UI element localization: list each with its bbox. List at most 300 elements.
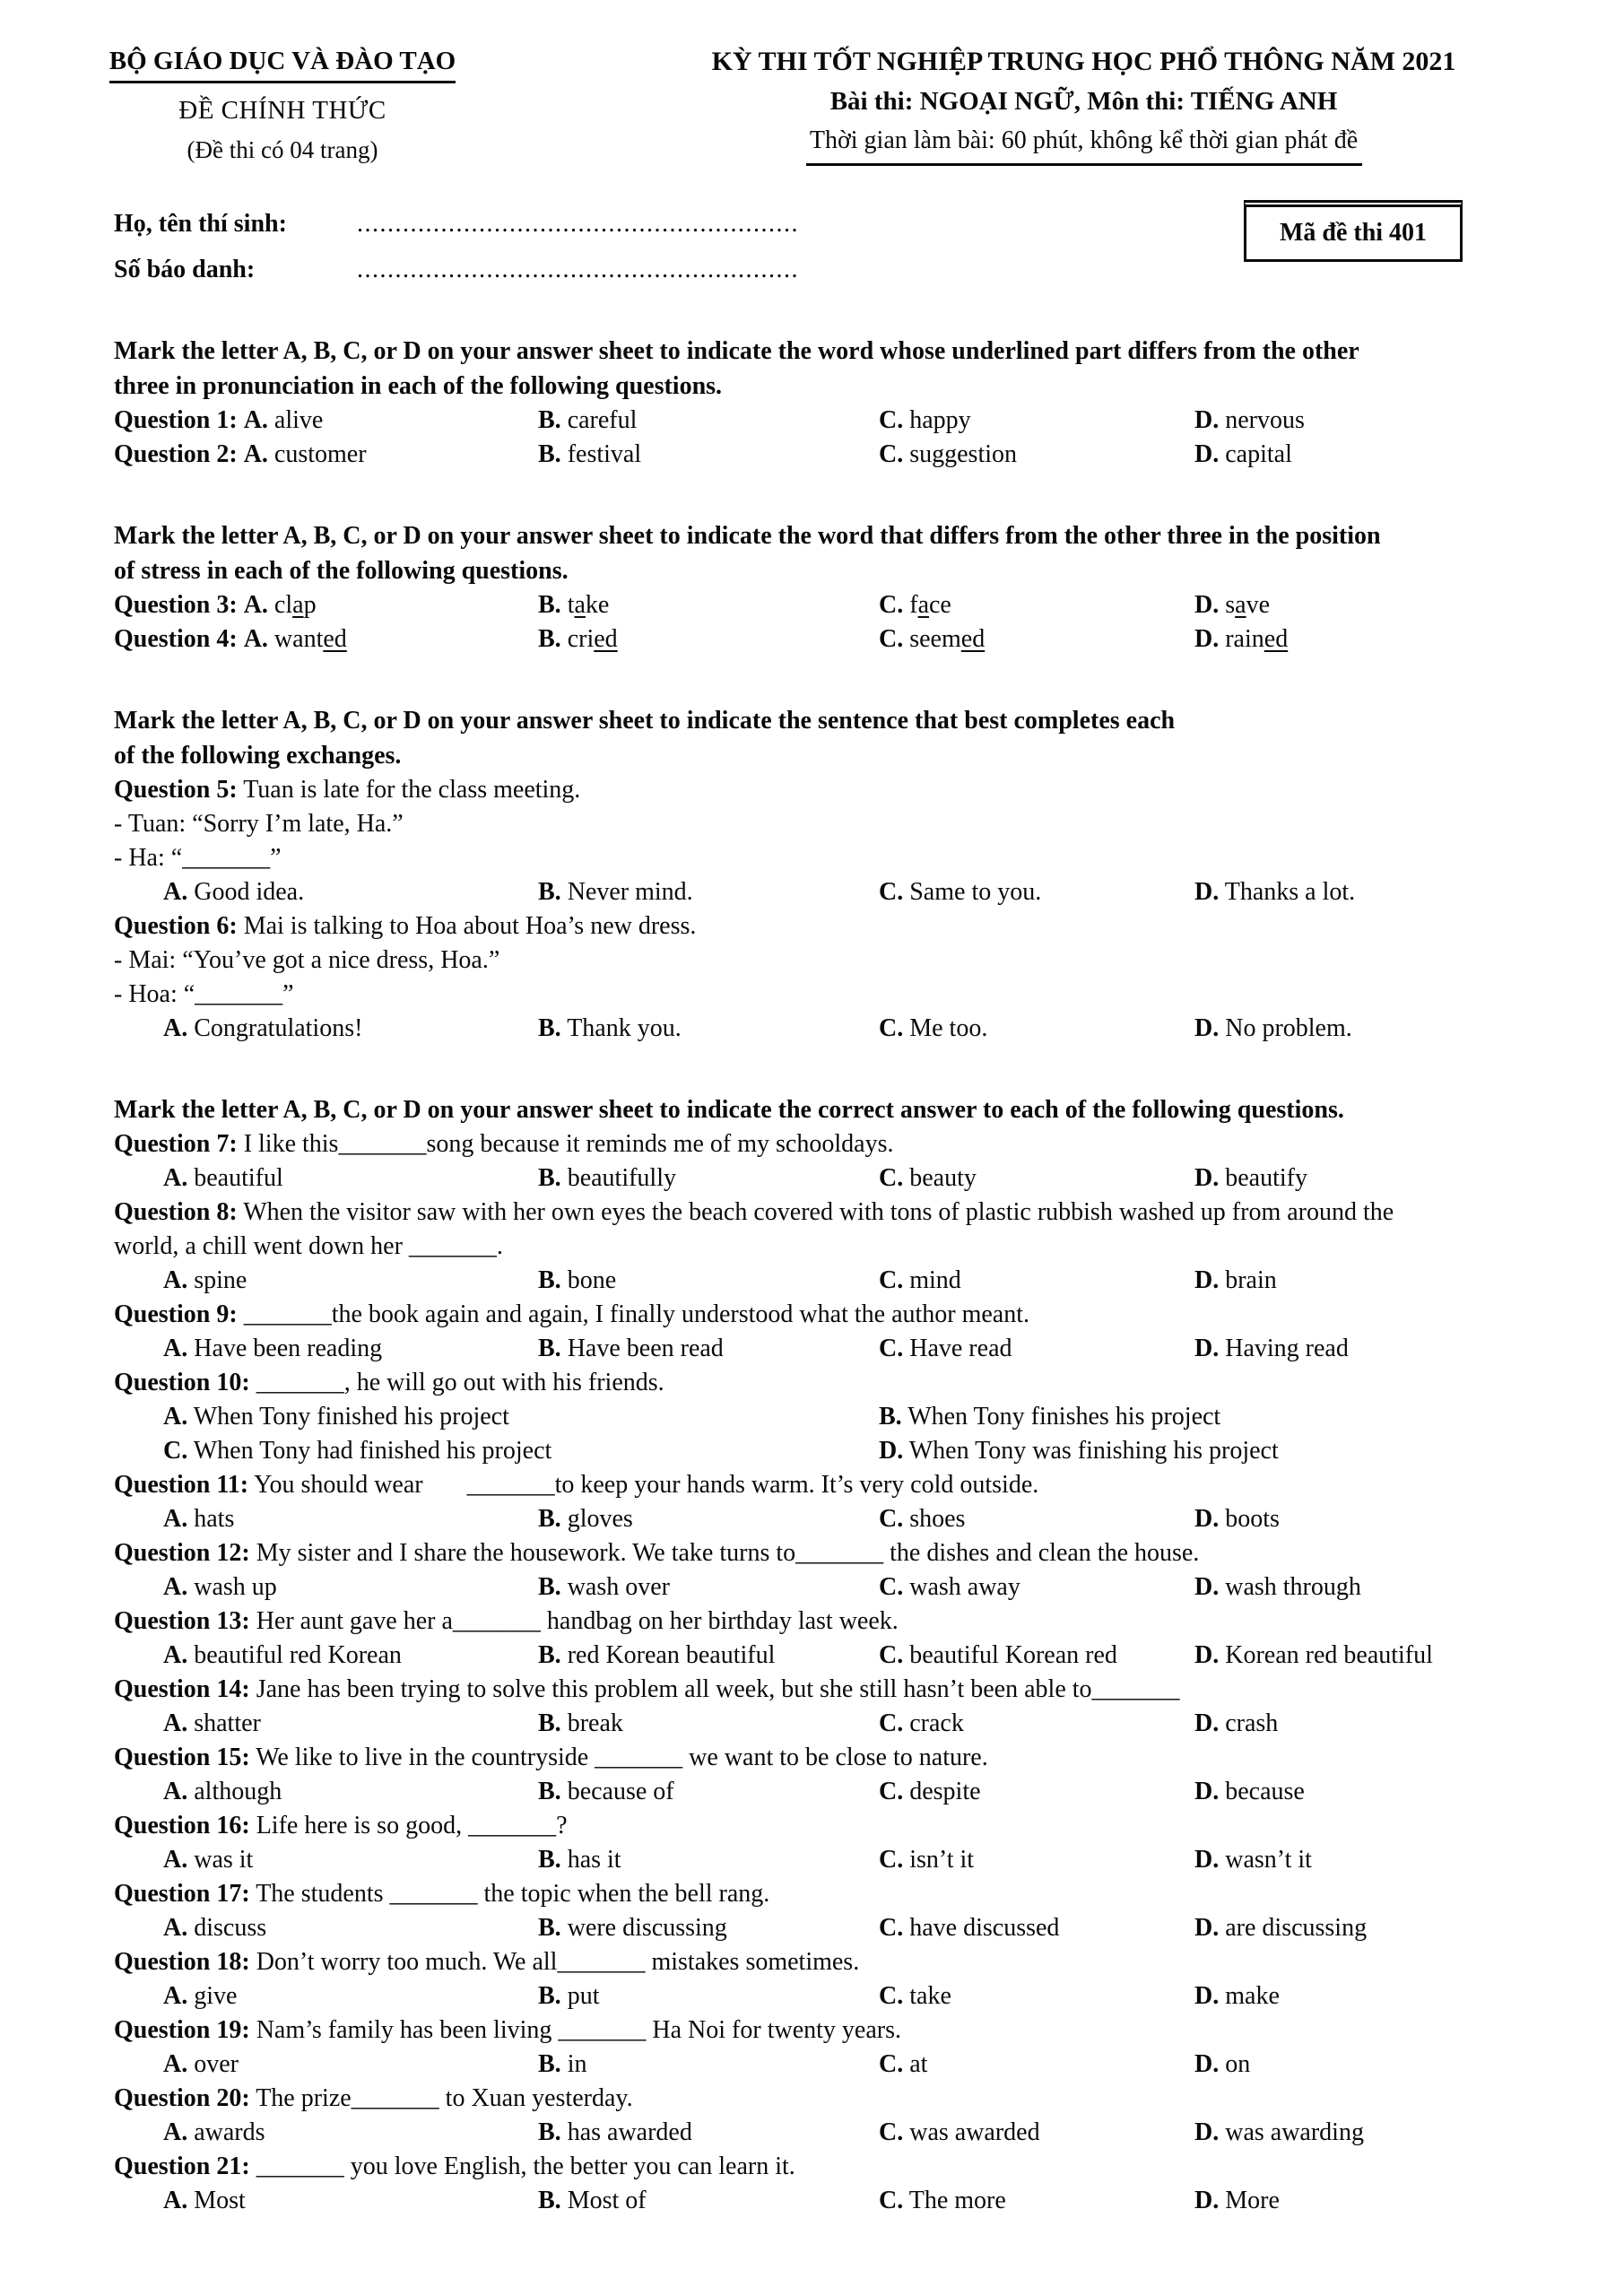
option-text: When Tony was finishing his project xyxy=(908,1437,1279,1465)
option-letter: D. xyxy=(1194,1846,1220,1874)
option-text: Me too. xyxy=(909,1014,988,1042)
question-number: Question 8: xyxy=(114,1198,238,1226)
question-cell xyxy=(1194,438,1552,472)
option-text: make xyxy=(1225,1982,1280,2010)
options-row xyxy=(163,2184,1552,2218)
option-text: spine xyxy=(194,1266,248,1294)
option-letter: D. xyxy=(1194,440,1220,468)
option-text: Have read xyxy=(909,1335,1012,1362)
option-letter: A. xyxy=(163,1914,188,1942)
question-cell xyxy=(114,622,538,657)
candidate-name-label: Họ, tên thí sinh: xyxy=(114,210,287,238)
question-row xyxy=(114,622,1552,657)
option-cell xyxy=(163,1012,538,1046)
option-cell xyxy=(163,1502,538,1536)
option-letter: B. xyxy=(538,1573,561,1601)
option-text: face xyxy=(909,591,951,619)
option-cell xyxy=(538,1332,879,1366)
option-letter: D. xyxy=(1194,1709,1220,1737)
question-number: Question 5: xyxy=(114,776,238,804)
option-cell xyxy=(538,1979,879,2013)
option-C xyxy=(879,1982,951,2010)
option-text: cried xyxy=(567,625,618,653)
option-A xyxy=(244,625,347,653)
option-cell xyxy=(163,1639,538,1673)
section-2 xyxy=(114,518,1552,657)
option-text: are discussing xyxy=(1225,1914,1368,1942)
option-text: crack xyxy=(909,1709,964,1737)
underlined-part: a xyxy=(292,591,304,619)
section-4 xyxy=(114,1092,1552,2218)
official-exam-label: ĐỀ CHÍNH THỨC xyxy=(178,96,386,125)
option-A xyxy=(163,878,304,906)
option-text: bone xyxy=(567,1266,617,1294)
option-B xyxy=(538,2187,647,2214)
option-text: No problem. xyxy=(1225,1014,1352,1042)
option-text: take xyxy=(567,591,610,619)
option-letter: D. xyxy=(1194,1014,1220,1042)
option-B xyxy=(538,1505,633,1533)
question-cell xyxy=(1194,588,1552,622)
option-A xyxy=(163,1709,261,1737)
option-B xyxy=(538,1573,670,1601)
option-text: wanted xyxy=(274,625,347,653)
options-row xyxy=(163,1979,1552,2013)
question-number: Question 10: xyxy=(114,1369,250,1396)
option-letter: D. xyxy=(879,1437,904,1465)
option-cell xyxy=(163,1843,538,1877)
option-text: break xyxy=(567,1709,623,1737)
option-text: beautify xyxy=(1225,1164,1307,1192)
option-B xyxy=(879,1403,1220,1431)
option-cell xyxy=(163,875,538,909)
option-text: red Korean beautiful xyxy=(567,1641,776,1669)
option-cell xyxy=(538,875,879,909)
underlined-part: ed xyxy=(1264,625,1289,653)
option-cell xyxy=(1194,875,1552,909)
option-text: wash through xyxy=(1225,1573,1361,1601)
option-A xyxy=(163,1778,282,1805)
option-cell xyxy=(879,1502,1194,1536)
option-letter: A. xyxy=(163,2050,188,2078)
option-text: When Tony finishes his project xyxy=(908,1403,1221,1431)
option-cell xyxy=(538,1639,879,1673)
option-cell xyxy=(538,1707,879,1741)
question-number: Question 13: xyxy=(114,1607,250,1635)
option-letter: D. xyxy=(1194,1266,1220,1294)
option-B xyxy=(538,1641,775,1669)
option-text: beautifully xyxy=(567,1164,676,1192)
option-letter: B. xyxy=(538,2187,561,2214)
question-number: Question 4: xyxy=(114,625,238,653)
options-row xyxy=(163,1012,1552,1046)
option-D xyxy=(1194,1335,1349,1362)
ministry-name xyxy=(72,47,493,83)
option-cell xyxy=(1194,1639,1552,1673)
option-cell xyxy=(1194,1775,1552,1809)
option-cell xyxy=(163,1911,538,1945)
option-text: because xyxy=(1225,1778,1305,1805)
option-C xyxy=(879,1014,987,1042)
exam-title: KỲ THI TỐT NGHIỆP TRUNG HỌC PHỔ THÔNG NĂM 2021 xyxy=(711,47,1456,76)
option-B xyxy=(538,1335,724,1362)
option-letter: C. xyxy=(879,1914,904,1942)
option-letter: A. xyxy=(163,1505,188,1533)
option-C xyxy=(879,1709,964,1737)
options-row xyxy=(163,1400,1552,1468)
option-cell xyxy=(879,1434,1552,1468)
option-D xyxy=(1194,440,1292,468)
option-B xyxy=(538,1914,727,1942)
question-stem: Question 13: Her aunt gave her a_______ handbag on her birthday last week. xyxy=(114,1607,899,1635)
option-text: was it xyxy=(194,1846,254,1874)
option-text: beautiful Korean red xyxy=(909,1641,1117,1669)
option-B xyxy=(538,406,637,434)
option-letter: A. xyxy=(163,1335,188,1362)
option-text: Same to you. xyxy=(909,878,1042,906)
ministry-name-text: BỘ GIÁO DỤC VÀ ĐÀO TẠO xyxy=(109,47,456,83)
option-letter: D. xyxy=(1194,1164,1220,1192)
question-row xyxy=(114,438,1552,472)
dialogue-line: - Ha: “_______” xyxy=(114,844,282,872)
option-cell xyxy=(1194,1264,1552,1298)
option-letter: D. xyxy=(1194,1641,1220,1669)
option-letter: A. xyxy=(163,1164,188,1192)
option-A xyxy=(163,2050,239,2078)
option-text: happy xyxy=(909,406,971,434)
candidate-id-dotted-line: .......................................................... xyxy=(357,256,799,283)
section-instruction: of stress in each of the following questions. xyxy=(114,557,569,585)
option-letter: B. xyxy=(538,2118,561,2146)
option-letter: C. xyxy=(879,1846,904,1874)
option-text: because of xyxy=(567,1778,674,1805)
option-text: awards xyxy=(194,2118,265,2146)
option-cell xyxy=(1194,1332,1552,1366)
option-cell xyxy=(879,1332,1194,1366)
underlined-part: a xyxy=(917,591,929,619)
underlined-part: a xyxy=(1235,591,1246,619)
option-letter: C. xyxy=(879,1266,904,1294)
option-text: Most of xyxy=(567,2187,647,2214)
question-number: Question 14: xyxy=(114,1675,250,1703)
question-stem: Question 17: The students _______ the topic when the bell rang. xyxy=(114,1880,770,1908)
option-cell xyxy=(879,1979,1194,2013)
option-letter: C. xyxy=(879,1014,904,1042)
options-row xyxy=(163,2116,1552,2150)
option-cell xyxy=(538,1570,879,1605)
option-B xyxy=(538,591,609,619)
option-C xyxy=(879,1164,977,1192)
option-text: over xyxy=(194,2050,239,2078)
question-number: Question 15: xyxy=(114,1744,250,1771)
question-cell xyxy=(114,404,538,438)
question-cell xyxy=(538,404,879,438)
option-letter: A. xyxy=(163,1641,188,1669)
dialogue-line: - Hoa: “_______” xyxy=(114,980,294,1008)
option-text: mind xyxy=(909,1266,961,1294)
question-stem: Question 5: Tuan is late for the class meeting. xyxy=(114,776,581,804)
option-letter: B. xyxy=(879,1403,902,1431)
question-number: Question 11: xyxy=(114,1471,249,1499)
option-text: take xyxy=(909,1982,951,2010)
option-D xyxy=(1194,1914,1367,1942)
option-text: wasn’t it xyxy=(1225,1846,1312,1874)
option-cell xyxy=(879,1012,1194,1046)
option-cell xyxy=(163,1775,538,1809)
option-C xyxy=(879,878,1041,906)
option-text: suggestion xyxy=(909,440,1018,468)
option-text: were discussing xyxy=(567,1914,727,1942)
option-letter: A. xyxy=(243,406,268,434)
exam-code-box xyxy=(1244,200,1463,262)
option-cell xyxy=(879,2116,1194,2150)
option-cell xyxy=(163,1979,538,2013)
option-D xyxy=(1194,1014,1352,1042)
option-cell xyxy=(879,1570,1194,1605)
option-letter: C. xyxy=(879,2050,904,2078)
option-cell xyxy=(163,1707,538,1741)
option-letter: A. xyxy=(243,591,268,619)
option-A xyxy=(244,406,324,434)
question-number: Question 2: xyxy=(114,440,238,468)
option-letter: C. xyxy=(163,1437,188,1465)
option-D xyxy=(1194,1164,1307,1192)
option-cell xyxy=(1194,2116,1552,2150)
option-B xyxy=(538,440,641,468)
option-cell xyxy=(879,1264,1194,1298)
options-row xyxy=(163,1843,1552,1877)
option-A xyxy=(163,1266,247,1294)
option-C xyxy=(879,1846,974,1874)
option-B xyxy=(538,1982,599,2010)
question-number: Question 1: xyxy=(114,406,238,434)
option-cell xyxy=(1194,1979,1552,2013)
option-letter: B. xyxy=(538,591,561,619)
exam-code-text: Mã đề thi 401 xyxy=(1279,219,1428,247)
option-cell xyxy=(1194,1911,1552,1945)
option-letter: A. xyxy=(163,878,188,906)
option-letter: A. xyxy=(243,625,268,653)
option-text: When Tony finished his project xyxy=(193,1403,509,1431)
options-row xyxy=(163,1639,1552,1673)
option-text: gloves xyxy=(567,1505,633,1533)
option-C xyxy=(879,1641,1117,1669)
option-text: beauty xyxy=(909,1164,977,1192)
option-cell xyxy=(879,1400,1552,1434)
option-A xyxy=(244,591,317,619)
option-cell xyxy=(1194,1707,1552,1741)
option-letter: A. xyxy=(163,1778,188,1805)
question-stem: Question 21: _______ you love English, the better you can learn it. xyxy=(114,2152,795,2180)
option-letter: D. xyxy=(1194,1778,1220,1805)
option-D xyxy=(1194,591,1270,619)
option-text: shoes xyxy=(909,1505,966,1533)
option-D xyxy=(1194,878,1355,906)
option-cell xyxy=(163,1570,538,1605)
option-cell xyxy=(538,2184,879,2218)
option-letter: C. xyxy=(879,1778,904,1805)
option-letter: A. xyxy=(163,1846,188,1874)
option-letter: C. xyxy=(879,440,904,468)
option-text: customer xyxy=(274,440,367,468)
option-letter: B. xyxy=(538,1164,561,1192)
question-cell xyxy=(879,622,1194,657)
option-cell xyxy=(538,1775,879,1809)
option-text: Have been read xyxy=(567,1335,724,1362)
option-D xyxy=(1194,1846,1312,1874)
option-text: have discussed xyxy=(909,1914,1060,1942)
option-cell xyxy=(1194,1570,1552,1605)
option-text: although xyxy=(194,1778,282,1805)
option-cell xyxy=(879,1911,1194,1945)
option-D xyxy=(1194,1982,1280,2010)
option-D xyxy=(1194,1505,1280,1533)
option-letter: B. xyxy=(538,1266,561,1294)
section-instruction: Mark the letter A, B, C, or D on your answer sheet to indicate the word whose underlined part differs from the other xyxy=(114,337,1359,365)
question-stem: Question 20: The prize_______ to Xuan yesterday. xyxy=(114,2084,633,2112)
section-instruction: three in pronunciation in each of the following questions. xyxy=(114,372,723,400)
question-number: Question 20: xyxy=(114,2084,250,2112)
option-B xyxy=(538,625,618,653)
option-text: careful xyxy=(567,406,638,434)
option-text: Never mind. xyxy=(567,878,693,906)
option-C xyxy=(879,625,985,653)
option-text: hats xyxy=(194,1505,235,1533)
question-cell xyxy=(538,438,879,472)
option-letter: C. xyxy=(879,1982,904,2010)
option-letter: C. xyxy=(879,1641,904,1669)
question-number: Question 18: xyxy=(114,1948,250,1976)
header-divider-line xyxy=(806,163,1362,166)
underlined-part: ed xyxy=(960,625,986,653)
option-A xyxy=(163,1505,234,1533)
option-D xyxy=(1194,406,1305,434)
option-cell xyxy=(538,1843,879,1877)
option-cell xyxy=(538,1911,879,1945)
option-text: was awarded xyxy=(909,2118,1040,2146)
option-text: in xyxy=(567,2050,587,2078)
option-cell xyxy=(1194,1161,1552,1196)
candidate-id-label: Số báo danh: xyxy=(114,256,256,283)
option-D xyxy=(879,1437,1279,1465)
option-text: wash away xyxy=(909,1573,1020,1601)
candidate-name-dotted-line: .......................................................... xyxy=(357,210,799,238)
option-B xyxy=(538,1164,676,1192)
section-instruction: of the following exchanges. xyxy=(114,742,402,770)
option-letter: B. xyxy=(538,2050,561,2078)
option-text: crash xyxy=(1225,1709,1279,1737)
option-A xyxy=(163,2118,265,2146)
options-row xyxy=(163,1161,1552,1196)
option-B xyxy=(538,1266,616,1294)
option-cell xyxy=(879,1639,1194,1673)
question-cell xyxy=(114,438,538,472)
option-D xyxy=(1194,2050,1250,2078)
option-D xyxy=(1194,2118,1364,2146)
option-A xyxy=(163,1982,237,2010)
option-letter: C. xyxy=(879,1164,904,1192)
option-D xyxy=(1194,1641,1433,1669)
option-B xyxy=(538,1709,623,1737)
option-A xyxy=(163,1335,382,1362)
option-cell xyxy=(879,875,1194,909)
option-letter: D. xyxy=(1194,625,1220,653)
question-stem: Question 11: You should wear _______to keep your hands warm. It’s very cold outside. xyxy=(114,1471,1039,1499)
option-letter: D. xyxy=(1194,2118,1220,2146)
option-cell xyxy=(163,1332,538,1366)
option-C xyxy=(879,1573,1020,1601)
underlined-part: ed xyxy=(323,625,347,653)
option-text: Thanks a lot. xyxy=(1224,878,1356,906)
option-text: nervous xyxy=(1225,406,1305,434)
option-letter: D. xyxy=(1194,2187,1220,2214)
option-cell xyxy=(879,1161,1194,1196)
option-A xyxy=(163,1014,362,1042)
option-text: Congratulations! xyxy=(194,1014,363,1042)
question-stem: Question 16: Life here is so good, _______? xyxy=(114,1812,568,1839)
options-row xyxy=(163,1264,1552,1298)
option-letter: C. xyxy=(879,2187,904,2214)
option-B xyxy=(538,1014,682,1042)
option-letter: B. xyxy=(538,1335,561,1362)
option-cell xyxy=(1194,1843,1552,1877)
question-cell xyxy=(1194,404,1552,438)
option-A xyxy=(163,1403,509,1431)
options-row xyxy=(163,1911,1552,1945)
dialogue-line: - Mai: “You’ve got a nice dress, Hoa.” xyxy=(114,946,500,974)
option-letter: D. xyxy=(1194,1335,1220,1362)
option-text: has it xyxy=(567,1846,621,1874)
option-C xyxy=(879,2050,927,2078)
question-number: Question 21: xyxy=(114,2152,250,2180)
option-cell xyxy=(538,1264,879,1298)
underlined-part: a xyxy=(574,591,586,619)
option-text: despite xyxy=(909,1778,981,1805)
option-letter: A. xyxy=(163,1982,188,2010)
option-letter: B. xyxy=(538,625,561,653)
option-text: seemed xyxy=(909,625,986,653)
option-A xyxy=(163,1641,402,1669)
option-text: isn’t it xyxy=(909,1846,975,1874)
option-text: has awarded xyxy=(567,2118,692,2146)
option-letter: A. xyxy=(163,1709,188,1737)
options-row xyxy=(163,875,1552,909)
option-letter: C. xyxy=(879,625,904,653)
underlined-part: ed xyxy=(594,625,618,653)
question-number: Question 12: xyxy=(114,1539,250,1567)
option-letter: A. xyxy=(163,2118,188,2146)
option-A xyxy=(163,1846,253,1874)
question-number: Question 7: xyxy=(114,1130,238,1158)
option-D xyxy=(1194,625,1288,653)
option-D xyxy=(1194,1778,1305,1805)
question-number: Question 6: xyxy=(114,912,238,940)
section-1 xyxy=(114,334,1552,472)
option-cell xyxy=(163,1434,879,1468)
option-text: was awarding xyxy=(1225,2118,1364,2146)
option-D xyxy=(1194,2187,1280,2214)
question-number: Question 9: xyxy=(114,1300,238,1328)
option-letter: C. xyxy=(879,1573,904,1601)
question-number: Question 3: xyxy=(114,591,238,619)
option-cell xyxy=(538,2116,879,2150)
option-text: put xyxy=(567,1982,600,2010)
option-cell xyxy=(1194,1012,1552,1046)
option-B xyxy=(538,1846,621,1874)
option-letter: D. xyxy=(1194,1982,1220,2010)
question-stem: Question 8: When the visitor saw with her own eyes the beach covered with tons of plastic rubbish washed up from around the xyxy=(114,1198,1394,1226)
question-stem: Question 12: My sister and I share the housework. We take turns to_______ the dishes and clean the house. xyxy=(114,1539,1200,1567)
